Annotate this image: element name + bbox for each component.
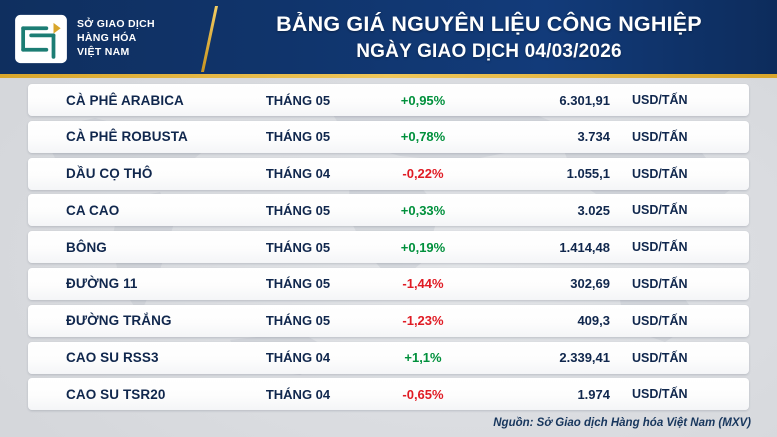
commodity-name: BÔNG — [66, 239, 107, 255]
table-row — [28, 121, 749, 153]
commodity-name: CAO SU TSR20 — [66, 386, 166, 402]
price-unit: USD/TẤN — [632, 203, 688, 218]
price-unit: USD/TẤN — [632, 166, 688, 181]
price-unit: USD/TẤN — [632, 313, 688, 328]
price-change: +0,78% — [400, 129, 446, 145]
page-subtitle: NGÀY GIAO DỊCH 04/03/2026 — [356, 40, 622, 62]
price-change: +0,33% — [400, 202, 446, 218]
price-value: 1.974 — [577, 386, 610, 402]
price-value: 2.339,41 — [559, 350, 610, 366]
price-change: +0,95% — [400, 92, 446, 108]
contract-month: THÁNG 05 — [265, 276, 331, 292]
price-change: -1,23% — [402, 313, 444, 329]
contract-month: THÁNG 05 — [265, 92, 331, 108]
price-change: +0,19% — [400, 239, 446, 255]
brand-line-3: VIỆT NAM — [77, 45, 130, 58]
brand-line-2: HÀNG HÓA — [77, 32, 137, 45]
commodity-name: ĐƯỜNG 11 — [66, 276, 138, 292]
price-change: -1,44% — [402, 276, 444, 292]
contract-month: THÁNG 04 — [265, 166, 331, 182]
contract-month: THÁNG 04 — [265, 386, 331, 402]
price-table — [0, 84, 777, 415]
brand-logo-text — [77, 18, 155, 60]
price-value: 302,69 — [570, 276, 610, 292]
mxv-logo-icon — [14, 14, 68, 64]
table-row — [28, 231, 749, 263]
price-value: 1.055,1 — [566, 166, 610, 182]
brand-logo — [14, 8, 204, 70]
commodity-name: CÀ PHÊ ARABICA — [66, 92, 184, 108]
price-unit: USD/TẤN — [632, 350, 688, 365]
price-change: -0,22% — [402, 166, 444, 182]
price-unit: USD/TẤN — [632, 93, 688, 107]
price-unit: USD/TẤN — [632, 129, 688, 144]
table-row — [28, 342, 749, 374]
price-unit: USD/TẤN — [632, 276, 688, 291]
header-bar — [0, 0, 777, 78]
brand-line-1: SỞ GIAO DỊCH — [77, 18, 155, 31]
contract-month: THÁNG 05 — [265, 202, 331, 218]
table-row — [28, 158, 749, 190]
table-row — [28, 194, 749, 226]
commodity-name: DẦU CỌ THÔ — [66, 166, 153, 182]
source-caption: Nguồn: Sở Giao dịch Hàng hóa Việt Nam (MXV) — [493, 417, 751, 429]
header-titles — [215, 12, 763, 63]
price-unit: USD/TẤN — [632, 240, 688, 255]
contract-month: THÁNG 04 — [265, 350, 331, 366]
price-change: +1,1% — [404, 350, 442, 366]
commodity-name: CAO SU RSS3 — [66, 350, 159, 366]
table-row — [28, 268, 749, 300]
table-row — [28, 305, 749, 337]
commodity-name: ĐƯỜNG TRẮNG — [66, 313, 172, 329]
commodity-name: CÀ PHÊ ROBUSTA — [66, 129, 188, 145]
commodity-name: CA CAO — [66, 202, 120, 218]
price-unit: USD/TẤN — [632, 387, 688, 402]
price-value: 1.414,48 — [559, 239, 610, 255]
price-value: 3.025 — [577, 202, 610, 218]
price-value: 6.301,91 — [559, 92, 610, 108]
price-value: 3.734 — [577, 129, 610, 145]
page-title: BẢNG GIÁ NGUYÊN LIỆU CÔNG NGHIỆP — [276, 12, 702, 36]
price-change: -0,65% — [402, 386, 444, 402]
contract-month: THÁNG 05 — [265, 129, 331, 145]
table-row — [28, 378, 749, 410]
contract-month: THÁNG 05 — [265, 239, 331, 255]
contract-month: THÁNG 05 — [265, 313, 331, 329]
price-value: 409,3 — [577, 313, 610, 329]
table-row — [28, 84, 749, 116]
